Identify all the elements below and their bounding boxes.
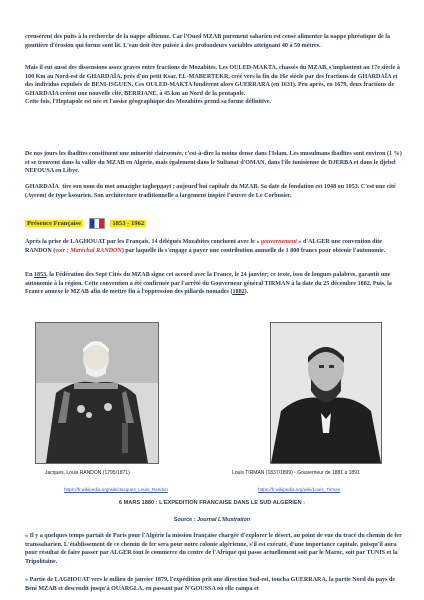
laghouat-em-2: voir : Maréchal RANDON [55,247,122,254]
headline-expedition: 6 MARS 1880 : L'EXPEDITION FRANCAISE DANS LE SUD ALGERIEN : [118,500,306,506]
paragraph-laghouat [25,238,405,255]
randon-wikipedia-link[interactable]: https://fr.wikipedia.org/wiki/Jacques_Louis_Randon [64,487,168,492]
paragraph-ghardaia [25,183,405,200]
source-line [0,517,424,523]
tirman-caption: Louis TIRMAN (1837/1899) - Gouverneur de 1881 à 1891 [232,470,360,476]
paragraph-puits: creusèrent des puits à la recherche de la nappe albienne. Car l'Oued MZAB purement saharien est censé alimenter la nappe phréatique de la gouttière d'érosion qui forme sont lit. L'eau doit être puisée à des profondeurs variables atteignant 40 à 50 mètres. [25,34,390,49]
paragraph-mission: « Il y a quelques temps partait de Paris pour l'Algérie la mission française chargée d'explorer le désert, au point de vue du tracé du chemin de fer transsaharien. L'établissement de ce chemin de fer sera pour notre colonie algérienne, s'il est exécuté, d'une importance capitale, puisqu'il aura pour résultat de faire passer par ALGER tout le commerce du centre de l'Afrique qui passe actuellement soit par le Maroc, soit par TUNIS et la Tripolitaine. [25,533,402,565]
federation-text-1: En [25,272,34,278]
section-title: Présence Française [27,220,82,228]
paragraph-dissensions-text: Mais il eut aussi des dissensions assez graves entre fractions de Mozabites. Les OULED-MAKTA, chassés du MZAB, s'implantent au 17e siècle à 100 Km au Nord-est de GHARDAÏA, près d'un petit Ksar, EL-MABERTEKR, créé vers la fin du 16e siècle par des fractions de GHARDAÏA et des individus expulsés de BENI-ISGUEN. Ces OULED-MAKTA fondèrent alors GUERRARA (en 1631). Peu après, en 1679, deux fractions de GHARDAÏA créent une nouvelle cité, BERRIANE, à 45 km au Nord de la pentapole. [25,65,400,97]
laghouat-text-1: Après la prise de LAGHOUAT par les Français, 14 délégués Mozabites concluent avec le « [25,239,261,245]
randon-caption: Jacques, Louis RANDON (1795/1871) [45,470,130,476]
ghardaia-text: tire son nom du mot amazighe taghердayt ; aujourd'hui capitale du MZAB. Sa date de fondation est 1048 ou 1053. C'est une cité (Ayrem) de type ksourien. Son architecture traditionnelle a largement inspiré l'œuvre de Le Corbusier. [25,184,396,199]
paragraph-laghouat-expedition: « Partie de LAGHOUAT vers le milieu de janvier 1879, l'expédition prit une direction Sud-est, toucha GUERRARA, la partie Nord du pays de Béni MZAB et descendit jusqu'à OUARGLA, en passant par N'GOUSSA où elle campa et [25,577,396,592]
federation-year-1853[interactable]: 1853 [33,272,47,278]
paragraph-heptapole: Cette fois, l'Heptapole est née et l'assise géographique des Mozabites prend sa forme définitive. [25,99,272,106]
section-dates: 1853 - 1962 [112,220,145,228]
laghouat-em-1: gouvernement [260,239,297,245]
ghardaia-name: GHARDAÏA [25,184,59,190]
laghouat-text-3: ) par laquelle ils s'engage à payer une contribution annuelle de 1 800 francs pour obtenir l'autonomie. [121,247,386,254]
tirman-portrait [270,322,382,464]
french-flag-icon [89,218,105,229]
paragraph-federation [25,271,405,297]
federation-text-3: ). [244,289,249,296]
federation-year-1882[interactable]: 1882 [232,289,245,296]
paragraph-ibadites: De nos jours les ibadites constituent une minorité clairsemée, c'est-à-dire la moins dense dans l'Islam. Les musulmans ibadites sont environ (1 %) et se trouvent dans la vallée du MZAB en Algérie, mais également dans le Sultanat d'OMAN, dans l'île tunisienne de DJERBA et dans le djebel NEFOUSA en Libye. [25,151,402,175]
tirman-wikipedia-link[interactable]: https://fr.wikipedia.org/wiki/Louis_Tirman [258,487,341,492]
randon-portrait [35,322,159,464]
laghouat-text-2: » d'ALGER une convention dite RANDON ( [25,239,382,254]
source-label: Source : [173,517,197,523]
paragraph-dissensions [25,64,405,107]
section-heading [25,218,146,229]
federation-text-2: , la Fédération des Sept Cités du MZAB signe cet accord avec la France, le 24 janvier; ce texte, issu de longues palabres, garantit une autonomie à la région. Cette convention a été confirmée par l'arrêté du Gouverneur général TIRMAN à la date du 25 décembre 1882. Puis, la France annexe le MZAB afin de mettre fin à l'oppression des pillards nomades ( [25,272,392,296]
source-title: Journal L'Illustration [196,517,251,523]
